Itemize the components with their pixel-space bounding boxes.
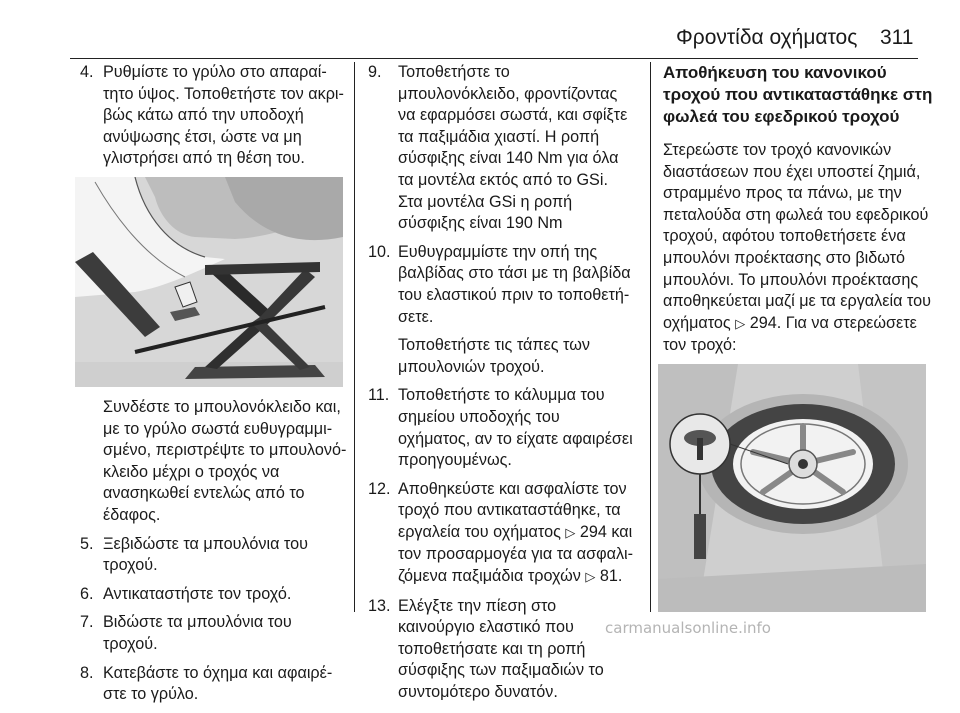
step-7 bbox=[80, 612, 348, 655]
step-text: Βιδώστε τα μπουλόνια του τροχού. bbox=[103, 613, 292, 653]
step-number: 8. bbox=[80, 663, 94, 682]
step-text: Αποθηκεύστε και ασφαλίστε τον τροχό που αντικαταστάθηκε, τα εργαλεία του οχήματος bbox=[398, 479, 627, 541]
step-number: 13. bbox=[368, 596, 391, 615]
step-number: 11. bbox=[368, 386, 390, 405]
step-13 bbox=[368, 596, 634, 704]
step-text: Ελέγξτε την πίεση στο καινούργιο ελαστικό που τοποθετήσατε και τη ροπή σύσφιξης των παξιμαδιών το συντομότερο δυνατόν. bbox=[398, 596, 604, 702]
step-text: Τοποθετήστε το κάλυμμα του σημείου υποδοχής του οχήματος, αν το είχατε αφαιρέσει προηγουμένως. bbox=[398, 386, 633, 470]
page-reference[interactable]: 294 και τον προσαρμογέα για τα ασφαλιζόμενα παξιμάδια τροχών bbox=[398, 522, 634, 586]
paragraph-text: 294. Για να στερεώσετε τον τροχό: bbox=[663, 313, 917, 355]
watermark: carmanualsonline.info bbox=[605, 619, 771, 637]
step-9 bbox=[368, 62, 634, 235]
step-number: 12. bbox=[368, 479, 391, 498]
ref-arrow-icon[interactable]: ▷ bbox=[585, 570, 596, 586]
step-6 bbox=[80, 584, 348, 606]
section-heading: Αποθήκευση του κανονικού τροχού που αντικαταστάθηκε στη φωλεά του εφεδρικού τροχού bbox=[663, 63, 933, 126]
page-header bbox=[0, 26, 960, 56]
ref-arrow-icon[interactable]: ▷ bbox=[565, 525, 576, 541]
step-text: Κατεβάστε το όχημα και αφαιρέστε το γρύλο. bbox=[103, 663, 333, 704]
step-number: 9. bbox=[368, 63, 382, 81]
step-text: Ξεβιδώστε τα μπουλόνια του τροχού. bbox=[103, 534, 308, 575]
column-divider bbox=[354, 62, 355, 612]
step-text: Τοποθετήστε το μπουλονόκλειδο, φροντίζοντας να εφαρμόσει σωστά, και σφίξτε τα παξιμάδια χιαστί. Η ροπή σύσφιξης είναι 140 Nm για όλα τα μοντέλα εκτός από το GSi. Στα μοντέλα GSi η ροπή σύσφιξης είναι 190 Nm bbox=[398, 63, 628, 233]
step-4-continuation: Συνδέστε το μπουλονόκλειδο και, με το γρύλο σωστά ευθυγραμμισμένο, περιστρέψτε το μπουλονόκλειδο μέχρι ο τροχός να ανασηκωθεί εντελώς από το έδαφος. bbox=[103, 397, 347, 524]
step-12 bbox=[368, 479, 634, 589]
column-divider bbox=[650, 62, 651, 612]
step-number: 6. bbox=[80, 584, 94, 603]
spare-wheel-storage-illustration bbox=[658, 364, 926, 612]
page-title: Φροντίδα οχήματος bbox=[676, 26, 858, 49]
section-paragraph bbox=[663, 140, 933, 357]
step-number: 5. bbox=[80, 534, 94, 553]
column-2 bbox=[368, 62, 634, 711]
step-number: 7. bbox=[80, 613, 94, 632]
step-4 bbox=[80, 62, 348, 170]
step-5 bbox=[80, 534, 348, 577]
jack-illustration bbox=[75, 177, 343, 387]
step-text: Αντικαταστήστε τον τροχό. bbox=[103, 584, 292, 603]
page-reference[interactable]: 81. bbox=[599, 567, 623, 586]
step-number: 4. bbox=[80, 63, 94, 81]
page-number: 311 bbox=[880, 26, 914, 49]
ref-arrow-icon[interactable]: ▷ bbox=[735, 316, 746, 332]
step-text: Ρυθμίστε το γρύλο στο απαραίτητο ύψος. Τοποθετήστε τον ακριβώς κάτω από την υποδοχή ανύψωσης έτσι, ώστε να μη γλιστρήσει από τη θέση του. bbox=[103, 63, 344, 168]
header-rule bbox=[70, 58, 918, 59]
step-text: Ευθυγραμμίστε την οπή της βαλβίδας στο τάσι με τη βαλβίδα του ελαστικού πριν το τοποθετήσετε. bbox=[398, 242, 631, 326]
step-10-continuation: Τοποθετήστε τις τάπες των μπουλονιών τροχού. bbox=[398, 336, 590, 376]
paragraph-text: Στερεώστε τον τροχό κανονικών διαστάσεων που έχει υποστεί ζημιά, στραμμένο προς τα πάνω, με την πεταλούδα στη φωλεά του εφεδρικού τροχού, αφότου τοποθετήσετε ένα μπουλόνι προέκτασης στο βιδωτό μπουλόνι. Το μπουλόνι προέκτασης αποθηκεύεται μαζί με τα εργαλεία του οχήματος bbox=[663, 141, 931, 332]
step-number: 10. bbox=[368, 242, 391, 261]
step-8 bbox=[80, 663, 348, 706]
step-11 bbox=[368, 385, 634, 471]
column-1 bbox=[80, 62, 348, 713]
column-3 bbox=[663, 62, 933, 612]
step-10 bbox=[368, 242, 634, 328]
